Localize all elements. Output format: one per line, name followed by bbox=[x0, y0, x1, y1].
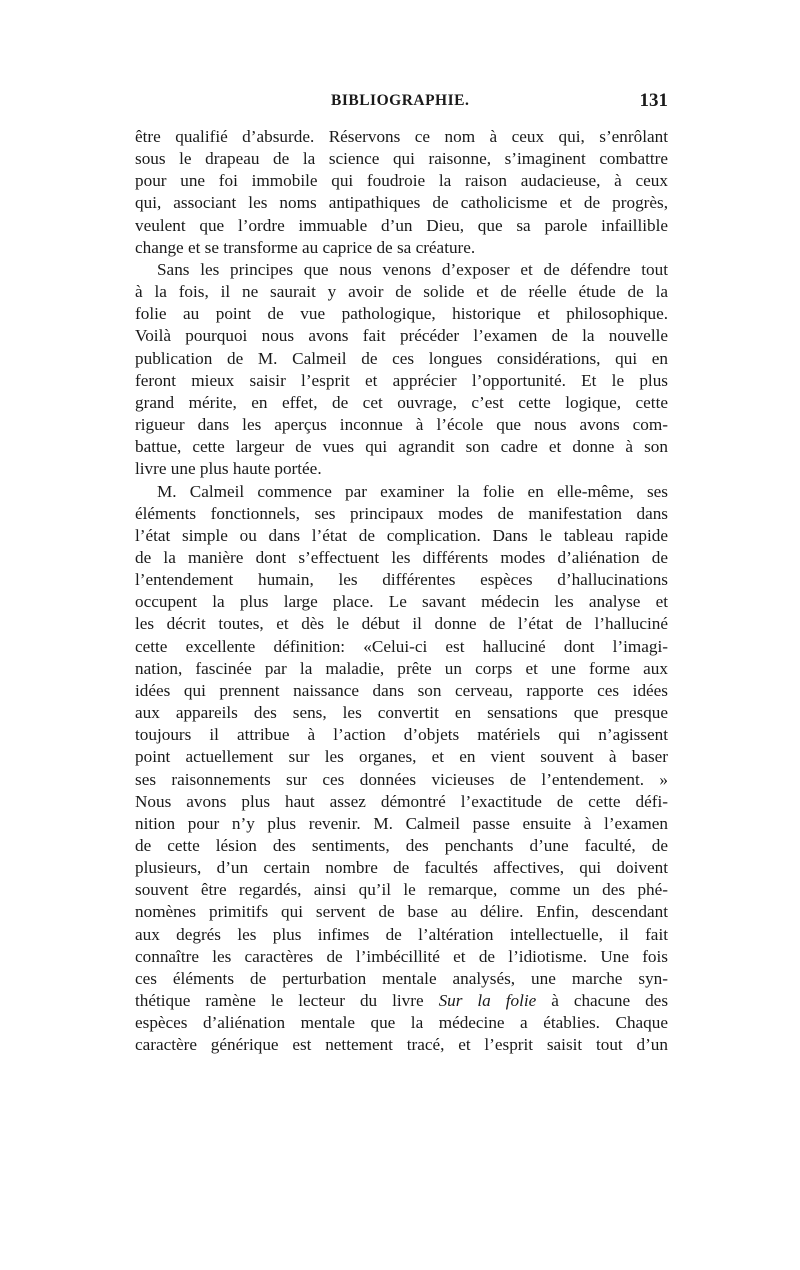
text-line: éléments fonctionnels, ses principaux modes de manifestation dans bbox=[135, 503, 668, 523]
text-line: idées qui prennent naissance dans son cerveau, rapporte ces idées bbox=[135, 680, 668, 700]
text-line: ces éléments de perturbation mentale analysés, une marche syn- bbox=[135, 968, 668, 988]
text-line: de la manière dont s’effectuent les différents modes d’aliénation de bbox=[135, 547, 668, 567]
paragraph-3 bbox=[135, 481, 668, 1057]
text-line: grand mérite, en effet, de cet ouvrage, c’est cette logique, cette bbox=[135, 392, 668, 412]
text-line: publication de M. Calmeil de ces longues considérations, qui en bbox=[135, 348, 668, 368]
text-line: connaître les caractères de l’imbécillité et de l’idiotisme. Une fois bbox=[135, 946, 668, 966]
text-line: change et se transforme au caprice de sa créature. bbox=[135, 237, 476, 257]
text-line: aux appareils des sens, les convertit en sensations que presque bbox=[135, 703, 668, 723]
text-line: Nous avons plus haut assez démontré l’exactitude de cette défi- bbox=[135, 791, 668, 811]
text-line: à la fois, il ne saurait y avoir de solide et de réelle étude de la bbox=[135, 282, 668, 302]
text-line: être qualifié d’absurde. Réservons ce nom à ceux qui, s’enrôlant bbox=[135, 127, 668, 146]
text-line: battue, cette largeur de vues qui agrandit son cadre et donne à son bbox=[135, 437, 668, 457]
text-line: rigueur dans les aperçus inconnue à l’école que nous avons com- bbox=[135, 415, 668, 435]
paragraph-1 bbox=[135, 126, 668, 259]
text-line: M. Calmeil commence par examiner la folie en elle-même, ses bbox=[157, 481, 668, 501]
text-line: feront mieux saisir l’esprit et apprécier l’opportunité. Et le plus bbox=[135, 370, 668, 390]
text-line: nation, fascinée par la maladie, prête un corps et une forme aux bbox=[135, 658, 668, 678]
text-line: nition pour n’y plus revenir. M. Calmeil passe ensuite à l’examen bbox=[135, 813, 668, 833]
text-line: cette excellente définition: «Celui-ci est halluciné dont l’imagi- bbox=[135, 636, 668, 656]
text-line: livre une plus haute portée. bbox=[135, 459, 322, 479]
book-page bbox=[135, 92, 668, 1057]
text-line: souvent être regardés, ainsi qu’il le remarque, comme un des phé- bbox=[135, 880, 668, 900]
text-fragment: thétique ramène le lecteur du livre bbox=[135, 991, 439, 1011]
page-number: 131 bbox=[639, 90, 668, 111]
text-line: veulent que l’ordre immuable d’un Dieu, que sa parole infaillible bbox=[135, 215, 668, 235]
text-line: aux degrés les plus infimes de l’altération intellectuelle, il fait bbox=[135, 924, 668, 944]
running-head bbox=[135, 92, 668, 116]
text-fragment: à chacune des bbox=[536, 991, 669, 1011]
text-line: pour une foi immobile qui foudroie la raison audacieuse, à ceux bbox=[135, 171, 668, 191]
text-line: qui, associant les noms antipathiques de catholicisme et de progrès, bbox=[135, 193, 668, 213]
text-line: point actuellement sur les organes, et en vient souvent à baser bbox=[135, 747, 668, 767]
text-line: Voilà pourquoi nous avons fait précéder l’examen de la nouvelle bbox=[135, 326, 668, 346]
text-line: plusieurs, d’un certain nombre de facultés affectives, qui doivent bbox=[135, 858, 668, 878]
text-line: ses raisonnements sur ces données vicieuses de l’entendement. » bbox=[135, 769, 668, 789]
running-title: BIBLIOGRAPHIE. bbox=[331, 92, 470, 109]
text-line-with-italic bbox=[135, 990, 668, 1012]
text-line: Sans les principes que nous venons d’exposer et de défendre tout bbox=[157, 259, 668, 279]
text-line: occupent la plus large place. Le savant médecin les analyse et bbox=[135, 592, 668, 612]
text-line: l’état simple ou dans l’état de complication. Dans le tableau rapide bbox=[135, 525, 668, 545]
text-line: espèces d’aliénation mentale que la médecine a établies. Chaque bbox=[135, 1013, 668, 1033]
text-line: toujours il attribue à l’action d’objets matériels qui n’agissent bbox=[135, 725, 668, 745]
text-line: caractère générique est nettement tracé, et l’esprit saisit tout d’un bbox=[135, 1035, 668, 1055]
text-line: sous le drapeau de la science qui raisonne, s’imaginent combattre bbox=[135, 149, 668, 169]
text-line: folie au point de vue pathologique, historique et philosophique. bbox=[135, 304, 668, 324]
text-line: nomènes primitifs qui servent de base au délire. Enfin, descendant bbox=[135, 902, 668, 922]
text-line: de cette lésion des sentiments, des penchants d’une faculté, de bbox=[135, 836, 668, 855]
text-line: l’entendement humain, les différentes espèces d’hallucinations bbox=[135, 570, 668, 590]
paragraph-2 bbox=[135, 259, 668, 481]
book-title-italic: Sur la folie bbox=[438, 991, 537, 1011]
text-line: les décrit toutes, et dès le début il donne de l’état de l’halluciné bbox=[135, 614, 668, 634]
